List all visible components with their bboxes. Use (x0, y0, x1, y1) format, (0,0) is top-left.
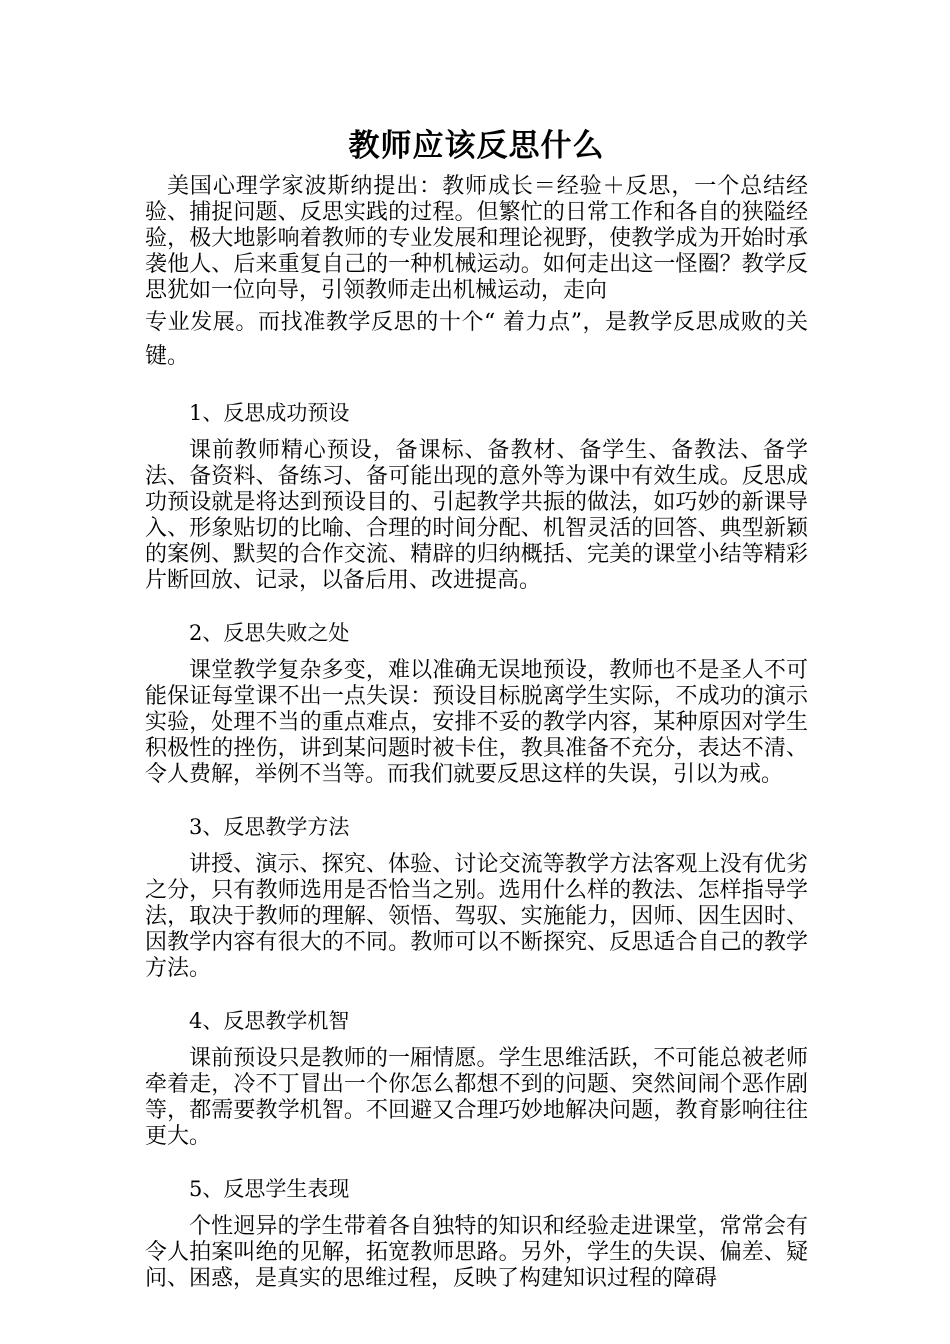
section-heading-2: 2、反思失败之处 (189, 621, 350, 645)
section-body-1: 课前教师精心预设，备课标、备教材、备学生、备教法、备学法、备资料、备练习、备可能出现的意外等为课中有效生成。反思成功预设就是将达到预设目的、引起教学共振的做法，如巧妙的新课导入、形象贴切的比喻、合理的时间分配、机智灵活的回答、典型新颖的案例、默契的合作交流、精辟的归纳概括、完美的课堂小结等精彩片断回放、记录，以备后用、改进提高。 (145, 438, 808, 593)
section-body-2: 课堂教学复杂多变，难以准确无误地预设，教师也不是圣人不可能保证每堂课不出一点失误：预设目标脱离学生实际，不成功的演示实验，处理不当的重点难点，安排不妥的教学内容，某种原因对学生积极性的挫伤，讲到某问题时被卡住，教具准备不充分，表达不清、令人费解，举例不当等。而我们就要反思这样的失误，引以为戒。 (145, 658, 808, 787)
document-page (145, 118, 808, 1292)
section-body-4: 课前预设只是教师的一厢情愿。学生思维活跃，不可能总被老师牵着走，冷不丁冒出一个你怎么都想不到的问题、突然间闹个恶作剧等，都需要教学机智。不回避又合理巧妙地解决问题，教育影响往往更大。 (145, 1046, 808, 1149)
intro-paragraph-continued: 专业发展。而找准教学反思的十个“ 着力点”，是教学反思成败的关键。 (145, 310, 808, 369)
section-heading-5: 5、反思学生表现 (189, 1177, 350, 1201)
section-heading-1: 1、反思成功预设 (189, 401, 350, 425)
section-heading-4: 4、反思教学机智 (189, 1009, 350, 1033)
intro-paragraph: 美国心理学家波斯纳提出：教师成长＝经验＋反思，一个总结经验、捕捉问题、反思实践的过程。但繁忙的日常工作和各自的狭隘经验，极大地影响着教师的专业发展和理论视野，使教学成为开始时承袭他人、后来重复自己的一种机械运动。如何走出这一怪圈？教学反思犹如一位向导，引领教师走出机械运动，走向 (145, 174, 808, 303)
section-heading-3: 3、反思教学方法 (189, 815, 350, 839)
section-body-3: 讲授、演示、探究、体验、讨论交流等教学方法客观上没有优劣之分，只有教师选用是否恰当之别。选用什么样的教法、怎样指导学法，取决于教师的理解、领悟、驾驭、实施能力，因师、因生因时、因教学内容有很大的不同。教师可以不断探究、反思适合自己的教学方法。 (145, 852, 808, 981)
document-title: 教师应该反思什么 (348, 128, 605, 164)
section-body-5: 个性迥异的学生带着各自独特的知识和经验走进课堂，常常会有令人拍案叫绝的见解，拓宽教师思路。另外，学生的失误、偏差、疑问、困惑，是真实的思维过程，反映了构建知识过程的障碍 (145, 1214, 808, 1291)
